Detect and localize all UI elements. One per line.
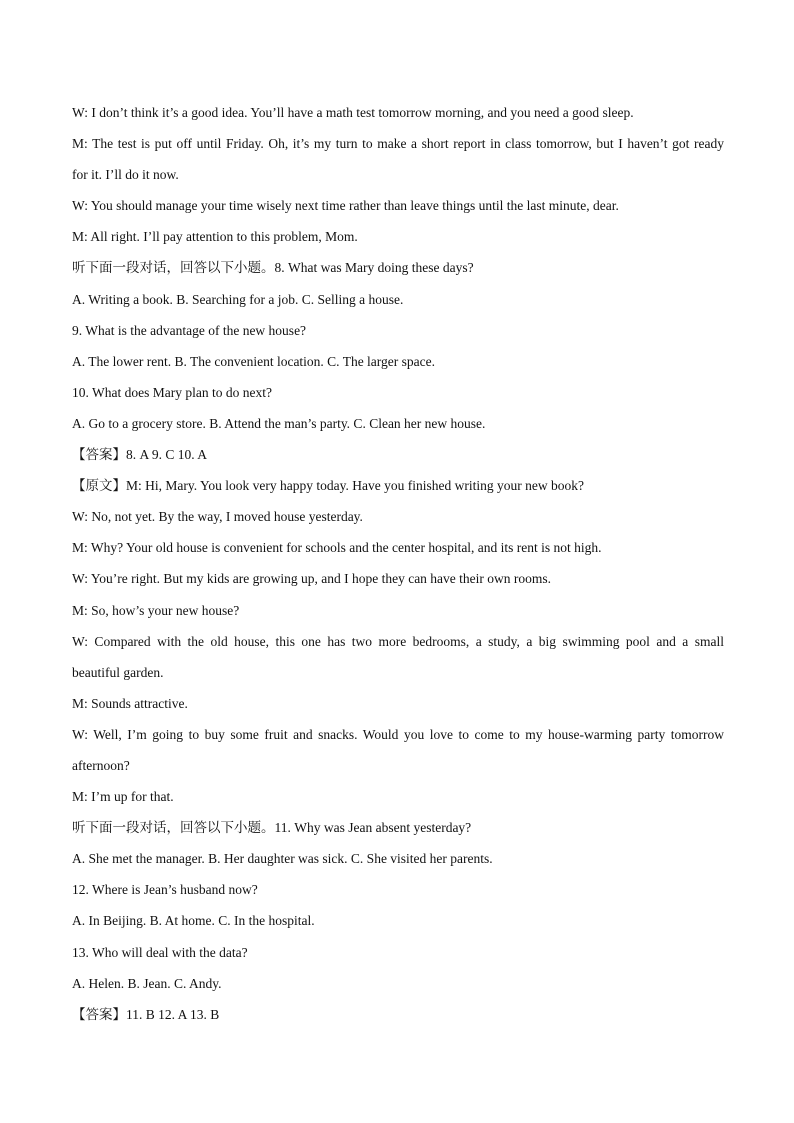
text-line: 【答案】8. A 9. C 10. A [72, 447, 208, 463]
text-line: 听下面一段对话，回答以下小题。11. Why was Jean absent yesterday? [72, 820, 472, 836]
text-line: 听下面一段对话，回答以下小题。8. What was Mary doing these days? [72, 260, 474, 276]
text-line: W: Compared with the old house, this one has two more bedrooms, a study, a big swimming pool and a small [72, 633, 724, 649]
text-line: A. She met the manager. B. Her daughter was sick. C. She visited her parents. [72, 851, 493, 867]
text-line: beautiful garden. [72, 664, 164, 680]
text-line: 【答案】11. B 12. A 13. B [72, 1006, 220, 1022]
text-line: A. In Beijing. B. At home. C. In the hospital. [72, 913, 315, 929]
document-page [72, 97, 724, 1030]
text-line: W: I don’t think it’s a good idea. You’ll have a math test tomorrow morning, and you need a good sleep. [72, 105, 634, 120]
text-line: A. Writing a book. B. Searching for a job. C. Selling a house. [72, 291, 404, 307]
text-line: M: The test is put off until Friday. Oh, it’s my turn to make a short report in class tomorrow, but I haven’t got ready [72, 136, 724, 152]
text-line: 9. What is the advantage of the new house? [72, 322, 307, 338]
text-line: A. Helen. B. Jean. C. Andy. [72, 975, 222, 991]
text-line: W: No, not yet. By the way, I moved house yesterday. [72, 509, 363, 525]
text-line: A. Go to a grocery store. B. Attend the man’s party. C. Clean her new house. [72, 415, 486, 431]
text-line: W: You’re right. But my kids are growing up, and I hope they can have their own rooms. [72, 571, 552, 587]
text-line: M: Sounds attractive. [72, 695, 188, 711]
text-line: afternoon? [72, 757, 130, 773]
text-line: A. The lower rent. B. The convenient location. C. The larger space. [72, 353, 436, 369]
text-line: 10. What does Mary plan to do next? [72, 384, 272, 400]
text-line: M: Why? Your old house is convenient for schools and the center hospital, and its rent is not high. [72, 540, 602, 556]
text-line: 【原文】M: Hi, Mary. You look very happy today. Have you finished writing your new book? [72, 478, 584, 494]
text-line: for it. I’ll do it now. [72, 167, 179, 183]
text-line: W: You should manage your time wisely next time rather than leave things until the last minute, dear. [72, 198, 619, 214]
text-line: M: So, how’s your new house? [72, 602, 240, 618]
text-line: 13. Who will deal with the data? [72, 944, 248, 960]
text-line: M: I’m up for that. [72, 789, 174, 805]
text-line: 12. Where is Jean’s husband now? [72, 882, 258, 898]
text-line: W: Well, I’m going to buy some fruit and snacks. Would you love to come to my house-warming party tomorrow [72, 726, 724, 742]
text-line: M: All right. I’ll pay attention to this problem, Mom. [72, 229, 358, 245]
